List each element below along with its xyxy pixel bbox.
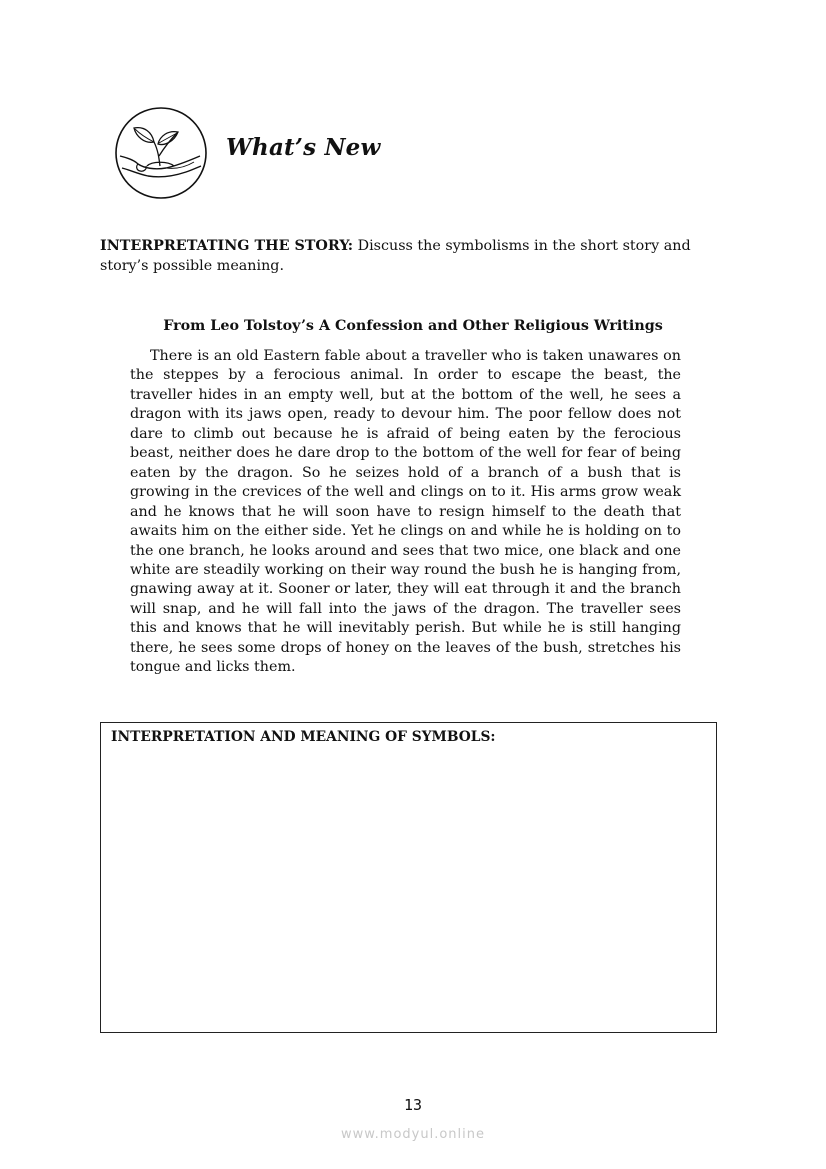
answer-box-label: INTERPRETATION AND MEANING OF SYMBOLS: bbox=[111, 729, 496, 745]
hand-holding-plant-icon bbox=[114, 106, 208, 200]
answer-box[interactable] bbox=[100, 722, 717, 1033]
instruction-label: INTERPRETATING THE STORY: bbox=[100, 238, 354, 254]
story-heading: From Leo Tolstoy’s A Confession and Other Religious Writings bbox=[163, 318, 663, 334]
section-title: What’s New bbox=[226, 134, 381, 161]
instruction-text: Discuss the symbolisms in the short story and story’s possible meaning. bbox=[100, 238, 691, 274]
story-body: There is an old Eastern fable about a traveller who is taken unawares on the steppes by a ferocious animal. In order to escape the beast, the traveller hides in an empty well, but at the bottom of the well, he sees a dragon with its jaws open, ready to devour him. The poor fellow does not dare to climb out because he is afraid of being eaten by the ferocious beast, neither does he dare drop to the bottom of the well for fear of being eaten by the dragon. So he seizes hold of a branch of a bush that is growing in the crevices of the well and clings on to it. His arms grow weak and he knows that he will soon have to resign himself to the death that awaits him on the either side. Yet he clings on and while he is holding on to the one branch, he looks around and sees that two mice, one black and one white are steadily working on their way round the bush he is hanging from, gnawing away at it. Sooner or later, they will eat through it and the branch will snap, and he will fall into the jaws of the dragon. The traveller sees this and knows that he will inevitably perish. But while he is still hanging there, he sees some drops of honey on the leaves of the bush, stretches his tongue and licks them. bbox=[130, 348, 681, 676]
watermark: www.modyul.online bbox=[340, 1127, 486, 1142]
instruction bbox=[100, 237, 712, 276]
page-number: 13 bbox=[403, 1096, 423, 1114]
